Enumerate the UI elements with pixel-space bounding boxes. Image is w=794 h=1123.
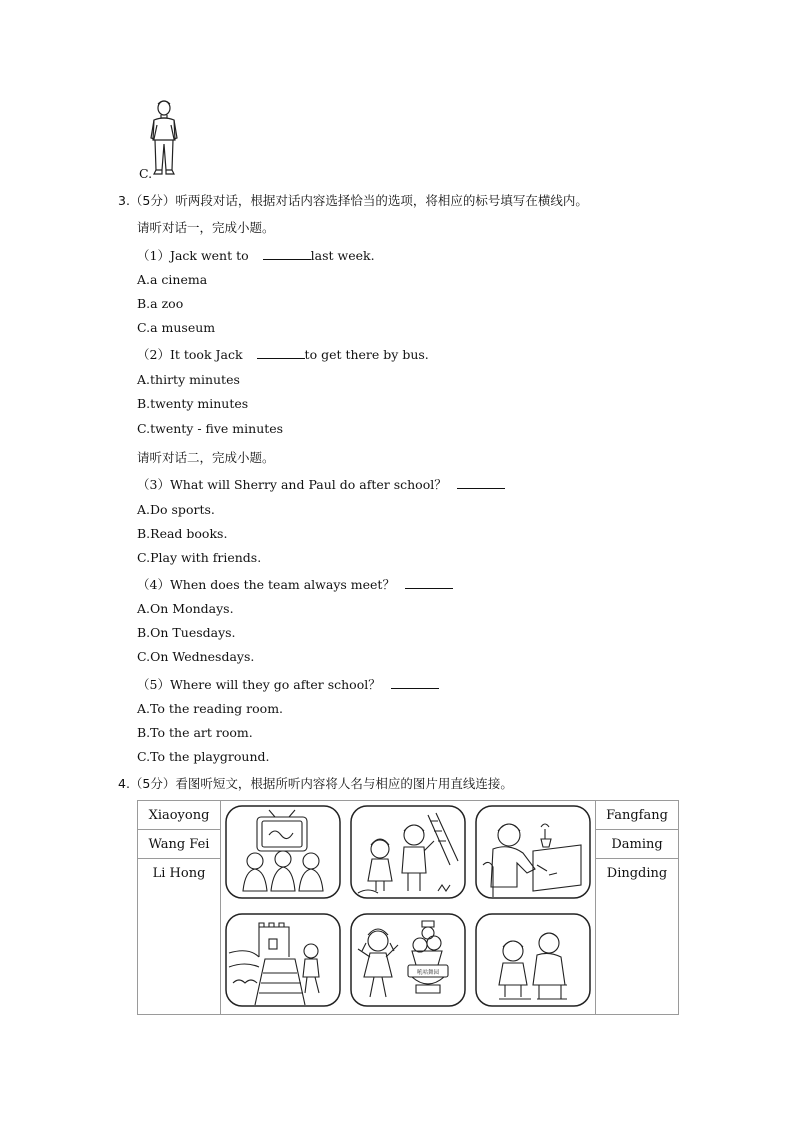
q3-item-1-stem <box>137 246 375 264</box>
flower-sign-text: 吼咕舞园 <box>416 970 440 976</box>
picture-man-at-desk[interactable] <box>475 805 591 899</box>
left-name-wang-fei[interactable]: Wang Fei <box>138 830 221 859</box>
matching-table <box>137 800 679 1015</box>
q3-item-4-option-b: B.On Tuesdays. <box>137 625 236 640</box>
q3-item-4-option-a: A.On Mondays. <box>137 601 234 616</box>
q3-dialogue2-intro: 请听对话二，完成小题。 <box>137 450 275 465</box>
q3-item-5-option-b: B.To the art room. <box>137 725 253 740</box>
item-text-before: What will Sherry and Paul do after school？ <box>169 477 447 492</box>
picture-grandparent-and-child[interactable] <box>475 913 591 1007</box>
q2-option-c-label: C. <box>139 166 153 181</box>
q3-item-4-stem <box>137 575 453 593</box>
item-text-before: Jack went to <box>169 248 249 263</box>
item-text-before: When does the team always meet？ <box>169 577 395 592</box>
q3-item-2-option-c: C.twenty - five minutes <box>137 421 284 436</box>
q3-item-1-option-a: A.a cinema <box>137 272 208 287</box>
q3-item-5-option-c: C.To the playground. <box>137 749 270 764</box>
answer-blank[interactable] <box>257 347 305 359</box>
q3-item-1-option-c: C.a museum <box>137 320 216 335</box>
left-name-li-hong[interactable]: Li Hong <box>138 859 221 888</box>
picture-great-wall[interactable] <box>225 913 341 1007</box>
q3-item-2-option-a: A.thirty minutes <box>137 372 240 387</box>
picture-grid-cell <box>221 801 596 1015</box>
answer-blank[interactable] <box>457 477 505 489</box>
item-number: （3） <box>137 477 170 492</box>
q3-item-4-option-c: C.On Wednesdays. <box>137 649 255 664</box>
q3-item-1-option-b: B.a zoo <box>137 296 184 311</box>
q3-item-3-option-b: B.Read books. <box>137 526 228 541</box>
item-number: （5） <box>137 677 170 692</box>
q3-item-3-option-a: A.Do sports. <box>137 502 215 517</box>
picture-playground[interactable] <box>350 805 466 899</box>
answer-blank[interactable] <box>263 248 311 260</box>
item-text-before: It took Jack <box>169 347 243 362</box>
q3-item-2-stem <box>137 345 429 363</box>
q3-dialogue1-intro: 请听对话一，完成小题。 <box>137 220 275 235</box>
item-number: （2） <box>137 347 170 362</box>
q3-item-5-stem <box>137 675 439 693</box>
right-name-daming[interactable]: Daming <box>596 830 679 859</box>
q3-item-2-option-b: B.twenty minutes <box>137 396 249 411</box>
boy-standing-illustration <box>146 98 182 176</box>
q3-item-3-option-c: C.Play with friends. <box>137 550 262 565</box>
item-number: （4） <box>137 577 170 592</box>
item-number: （1） <box>137 248 170 263</box>
item-text-after: to get there by bus. <box>304 347 429 362</box>
q3-item-3-stem <box>137 475 505 493</box>
right-name-dingding[interactable]: Dingding <box>596 859 679 888</box>
picture-grid <box>221 801 595 1013</box>
q4-header: 4.（5分）看图听短文，根据所听内容将人名与相应的图片用直线连接。 <box>118 776 513 791</box>
answer-blank[interactable] <box>405 577 453 589</box>
right-name-fangfang[interactable]: Fangfang <box>596 801 679 830</box>
item-text-after: last week. <box>310 248 375 263</box>
q3-header: 3.（5分）听两段对话，根据对话内容选择恰当的选项，将相应的标号填写在横线内。 <box>118 193 588 208</box>
answer-blank[interactable] <box>391 677 439 689</box>
item-text-before: Where will they go after school？ <box>169 677 381 692</box>
picture-watching-tv[interactable] <box>225 805 341 899</box>
left-empty-cell <box>138 887 221 1015</box>
q3-item-5-option-a: A.To the reading room. <box>137 701 284 716</box>
right-empty-cell <box>596 887 679 1015</box>
picture-girl-with-flowers[interactable] <box>350 913 466 1007</box>
left-name-xiaoyong[interactable]: Xiaoyong <box>138 801 221 830</box>
